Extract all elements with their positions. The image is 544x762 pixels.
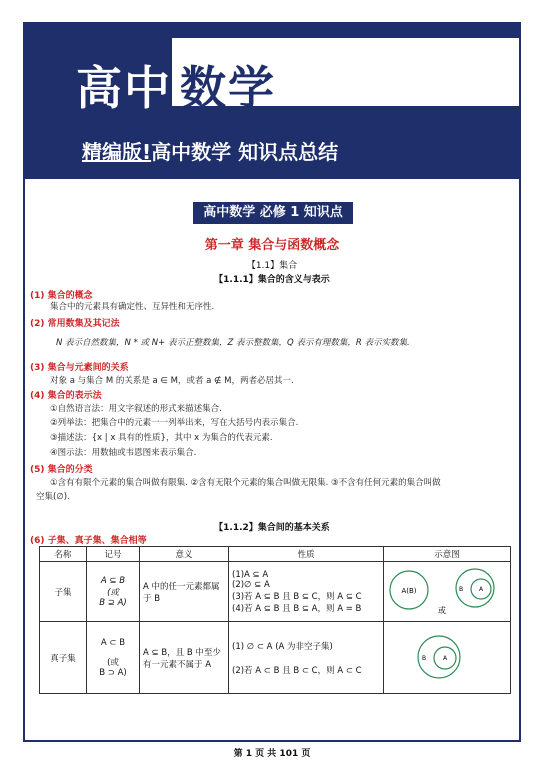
venn-label-a: A xyxy=(442,655,448,662)
venn-proper-subset-diagram xyxy=(387,625,505,687)
table-row xyxy=(40,622,511,694)
col-property: 性质 xyxy=(229,547,384,562)
header-title-left: 高中 xyxy=(76,61,172,115)
heading-6: (6) 子集、真子集、集合相等 xyxy=(30,536,147,546)
row1-p2: (2)∅ ⊆ A xyxy=(232,579,270,590)
text-5-2: 空集(∅). xyxy=(36,492,70,502)
row2-meaning: A ⊆ B，且 B 中至少有一元素不属于 A xyxy=(140,622,229,694)
row1-diagram xyxy=(384,562,511,622)
table-header-row xyxy=(40,547,511,562)
heading-1: (1) 集合的概念 xyxy=(30,291,93,301)
venn-or: 或 xyxy=(438,606,446,615)
col-symbol: 记号 xyxy=(87,547,140,562)
table-row xyxy=(40,562,511,622)
subsection-1-2: 【1.1.2】集合间的基本关系 xyxy=(214,523,330,533)
subsection-1: 【1.1】集合 xyxy=(246,261,298,271)
venn-label-ab: A(B) xyxy=(401,587,417,595)
venn-label-b: B xyxy=(458,586,464,593)
text-5-1: ①含有有限个元素的集合叫做有限集. ②含有无限个元素的集合叫做无限集. ③不含有任何元素的集合叫做 xyxy=(50,478,441,488)
heading-4: (4) 集合的表示法 xyxy=(30,391,102,401)
subtitle-underlined: 精编版! xyxy=(82,140,152,164)
row1-p1: (1)A ⊆ A xyxy=(232,569,269,580)
row2-p1: (1) ∅ ⊂ A (A 为非空子集) xyxy=(232,641,333,652)
heading-3: (3) 集合与元素间的关系 xyxy=(30,363,129,373)
heading-5: (5) 集合的分类 xyxy=(30,465,93,475)
venn-label-b: B xyxy=(421,655,427,662)
col-diagram: 示意图 xyxy=(384,547,511,562)
col-name: 名称 xyxy=(40,547,87,562)
subtitle-rest: 高中数学 知识点总结 xyxy=(151,140,339,164)
row2-diagram xyxy=(384,622,511,694)
section-pill: 高中数学 必修 1 知识点 xyxy=(193,202,353,224)
row1-meaning: A 中的任一元素都属于 B xyxy=(140,562,229,622)
row1-sym3: B ⊇ A) xyxy=(99,597,127,608)
row1-sym1: A ⊆ B xyxy=(100,575,126,586)
page-footer: 第 1 页 共 101 页 xyxy=(233,749,311,759)
subsection-1-1: 【1.1.1】集合的含义与表示 xyxy=(214,275,330,285)
row1-p4: (4)若 A ⊆ B 且 B ⊆ A，则 A = B xyxy=(232,603,362,614)
relations-table xyxy=(39,546,511,694)
text-3: 对象 a 与集合 M 的关系是 a ∈ M，或者 a ∉ M，两者必居其一. xyxy=(50,376,294,386)
text-4-2: ②列举法：把集合中的元素一一列举出来，写在大括号内表示集合. xyxy=(50,418,299,428)
row2-symbol xyxy=(87,622,140,694)
header-title-right: 数学 xyxy=(180,61,276,115)
header-subtitle xyxy=(82,136,338,165)
row1-symbol xyxy=(87,562,140,622)
text-4-3: ③描述法：{x | x 具有的性质}，其中 x 为集合的代表元素. xyxy=(50,433,273,443)
row1-name: 子集 xyxy=(40,562,87,622)
text-4-1: ①自然语言法：用文字叙述的形式来描述集合. xyxy=(50,404,222,414)
venn-label-a: A xyxy=(478,586,484,593)
row2-property xyxy=(229,622,384,694)
heading-2: (2) 常用数集及其记法 xyxy=(30,319,120,329)
row1-sym2: (或 xyxy=(107,587,119,598)
row2-sym2: (或 xyxy=(107,657,119,668)
row2-sym1: A ⊂ B xyxy=(100,637,126,648)
text-2: N 表示自然数集，N * 或 N+ 表示正整数集，Z 表示整数集，Q 表示有理数集，R 表示实数集. xyxy=(56,338,410,348)
chapter-title: 第一章 集合与函数概念 xyxy=(204,238,340,253)
col-meaning: 意义 xyxy=(140,547,229,562)
row1-property xyxy=(229,562,384,622)
venn-subset-diagram xyxy=(387,563,505,617)
row1-p3: (3)若 A ⊆ B 且 B ⊆ C，则 A ⊆ C xyxy=(232,591,362,602)
row2-sym3: B ⊃ A) xyxy=(99,667,127,678)
row2-p2: (2)若 A ⊂ B 且 B ⊂ C，则 A ⊂ C xyxy=(232,665,362,676)
text-4-4: ④图示法：用数轴或韦恩图来表示集合. xyxy=(50,448,197,458)
text-1: 集合中的元素具有确定性、互异性和无序性. xyxy=(50,302,215,312)
row2-name: 真子集 xyxy=(40,622,87,694)
